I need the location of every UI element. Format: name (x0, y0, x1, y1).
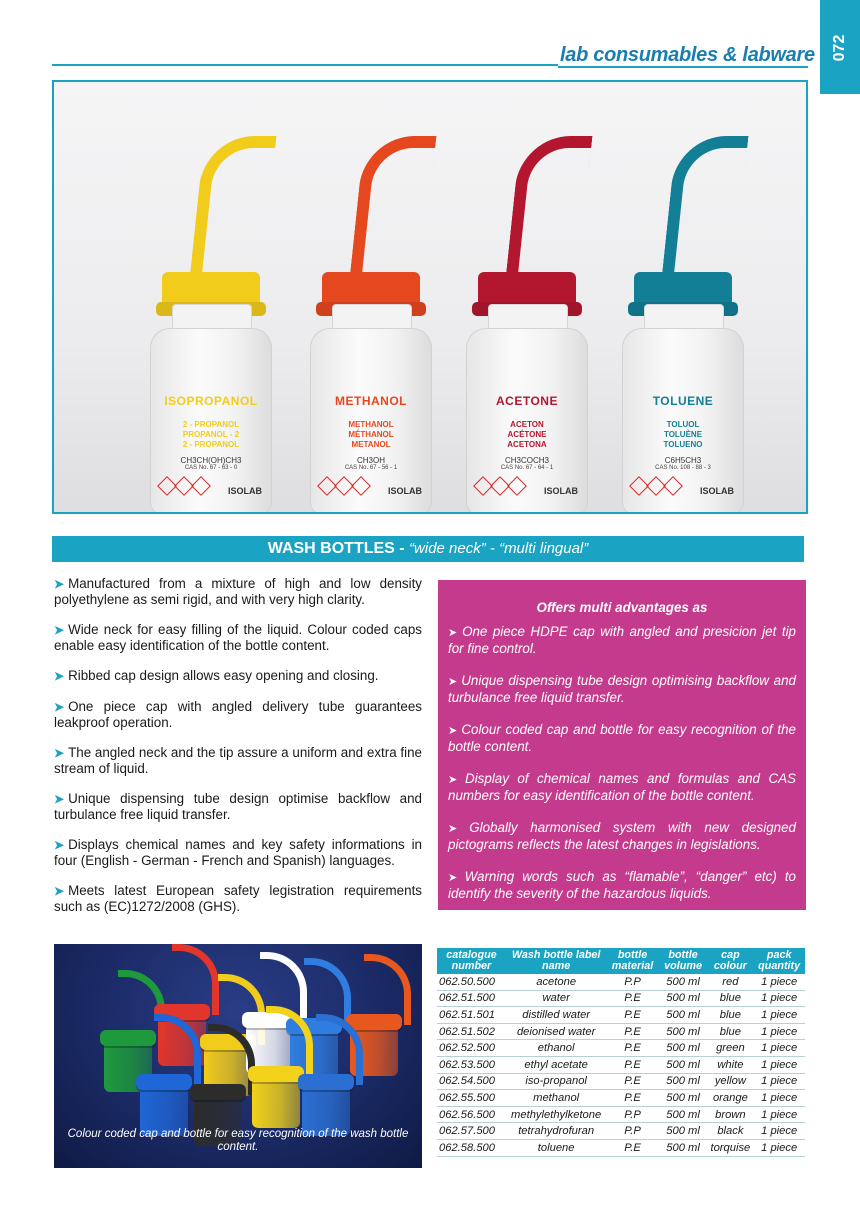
table-cell: P.E (606, 1023, 658, 1040)
brand-logo: ISOLAB (699, 486, 734, 496)
section-title: lab consumables & labware (560, 44, 815, 66)
table-cell: 1 piece (753, 1056, 805, 1073)
advantages-box (438, 580, 806, 910)
feature-text: Meets latest European safety legistration requirements such as (EC)1272/2008 (GHS). (54, 883, 422, 914)
table-cell: 1 piece (753, 1040, 805, 1057)
table-cell: P.E (606, 1090, 658, 1107)
bullet-arrow-icon: ➤ (54, 669, 65, 683)
table-cell: 1 piece (753, 1007, 805, 1024)
table-cell: blue (707, 1007, 753, 1024)
photo-caption: Colour coded cap and bottle for easy recognition of the wash bottle content. (67, 1128, 409, 1153)
table-cell: P.E (606, 1056, 658, 1073)
translation-line: ACÉTONE (507, 430, 547, 439)
table-cell: torquise (707, 1139, 753, 1156)
table-cell: ethanol (506, 1040, 606, 1057)
translation-line: 2 - PROPANOL (182, 440, 240, 449)
advantage-text: Unique dispensing tube design optimising backflow and turbulance free liquid transfer. (448, 672, 796, 705)
table-row (437, 1090, 805, 1107)
table-row (437, 1139, 805, 1156)
feature-item (54, 745, 422, 776)
cas-number: CAS No. 108 - 88 - 3 (655, 465, 711, 471)
feature-item (54, 883, 422, 914)
table-cell: 500 ml (659, 1106, 708, 1123)
table-cell: P.P (606, 1106, 658, 1123)
bullet-arrow-icon: ➤ (448, 724, 462, 737)
feature-item (54, 837, 422, 868)
table-cell: blue (707, 990, 753, 1007)
advantage-item (448, 771, 796, 804)
chemical-translations (156, 420, 266, 450)
table-cell: 062.53.500 (437, 1056, 506, 1073)
advantage-item (448, 722, 796, 755)
table-cell: 500 ml (659, 974, 708, 990)
table-cell: 500 ml (659, 1139, 708, 1156)
page-number-tab (820, 0, 860, 94)
product-title: WASH BOTTLES - (267, 540, 410, 557)
table-row (437, 1040, 805, 1057)
chemical-translations (316, 420, 426, 450)
page-number: 072 (831, 34, 848, 62)
chemical-formula: CH3CH(OH)CH3 (180, 456, 242, 465)
table-cell: 500 ml (659, 990, 708, 1007)
hazard-diamond-icon (351, 476, 371, 496)
table-cell: 062.57.500 (437, 1123, 506, 1140)
colour-caps-photo (54, 944, 422, 1168)
table-cell: toluene (506, 1139, 606, 1156)
table-cell: water (506, 990, 606, 1007)
bullet-arrow-icon: ➤ (54, 623, 65, 637)
wash-bottle (466, 246, 588, 506)
chemical-formula: CH3COCH3 (504, 456, 549, 465)
table-cell: 062.51.502 (437, 1023, 506, 1040)
table-cell: 1 piece (753, 1123, 805, 1140)
table-cell: P.E (606, 1007, 658, 1024)
chemical-name: ISOPROPANOL (164, 394, 258, 408)
translation-line: METANOL (351, 440, 391, 449)
table-cell: 500 ml (659, 1023, 708, 1040)
feature-text: Manufactured from a mixture of high and low density polyethylene as semi rigid, and with very high clarity. (54, 576, 422, 607)
table-cell: P.P (606, 1123, 658, 1140)
table-cell: 1 piece (753, 1139, 805, 1156)
translation-line: ACETON (510, 420, 544, 429)
table-header-cell: Wash bottle label name (506, 948, 606, 974)
advantage-text: Globally harmonised system with new designed pictograms reflects the latest changes in legislations. (448, 819, 796, 852)
table-header-cell: bottle material (606, 948, 658, 974)
bottle-label (156, 394, 266, 496)
advantage-item (448, 869, 796, 902)
table-cell: acetone (506, 974, 606, 990)
mini-bottle-cap (190, 1084, 246, 1100)
feature-text: Ribbed cap design allows easy opening and closing. (68, 668, 379, 683)
feature-item (54, 791, 422, 822)
table-cell: 500 ml (659, 1056, 708, 1073)
table-cell: 500 ml (659, 1123, 708, 1140)
table-cell: P.E (606, 990, 658, 1007)
table-cell: P.E (606, 1040, 658, 1057)
bullet-arrow-icon: ➤ (448, 626, 463, 639)
chemical-translations (472, 420, 582, 450)
table-header-cell: cap colour (707, 948, 753, 974)
chemical-formula: CH3OH (356, 456, 385, 465)
table-cell: 062.51.501 (437, 1007, 506, 1024)
brand-logo: ISOLAB (543, 486, 578, 496)
catalogue-table (437, 948, 805, 1157)
feature-item (54, 622, 422, 653)
feature-text: Wide neck for easy filling of the liquid. Colour coded caps enable easy identification of the bottle content. (54, 622, 422, 653)
advantage-item (448, 673, 796, 706)
table-row (437, 1123, 805, 1140)
chemical-name: METHANOL (335, 394, 407, 408)
chemical-translations (628, 420, 738, 450)
bullet-arrow-icon: ➤ (54, 746, 65, 760)
table-cell: 062.56.500 (437, 1106, 506, 1123)
table-cell: 1 piece (753, 1090, 805, 1107)
cas-number: CAS No. 67 - 63 - 0 (184, 465, 238, 471)
table-header-cell: bottle volume (659, 948, 708, 974)
cas-number: CAS No. 67 - 56 - 1 (344, 465, 398, 471)
chemical-name: ACETONE (496, 394, 558, 408)
mini-bottle-cap (248, 1066, 304, 1082)
table-cell: P.E (606, 1073, 658, 1090)
feature-text: The angled neck and the tip assure a uniform and extra fine stream of liquid. (54, 745, 422, 776)
table-cell: 1 piece (753, 1073, 805, 1090)
table-header-row (437, 948, 805, 974)
bullet-arrow-icon: ➤ (54, 792, 65, 806)
table-cell: methanol (506, 1090, 606, 1107)
feature-item (54, 699, 422, 730)
translation-line: TOLUÈNE (663, 430, 703, 439)
translation-line: TOLUENO (663, 440, 703, 449)
table-cell: 500 ml (659, 1073, 708, 1090)
mini-bottle-cap (298, 1074, 354, 1090)
table-cell: white (707, 1056, 753, 1073)
brand-logo: ISOLAB (387, 486, 422, 496)
table-header-cell: catalogue number (437, 948, 506, 974)
advantages-heading: Offers multi advantages as (536, 600, 708, 615)
hazard-diamond-icon (191, 476, 211, 496)
translation-line: PROPANOL - 2 (182, 430, 240, 439)
table-cell: yellow (707, 1073, 753, 1090)
header-rule (52, 64, 558, 66)
bottle-label (472, 394, 582, 496)
table-cell: deionised water (506, 1023, 606, 1040)
hazard-diamond-icon (663, 476, 683, 496)
translation-line: MÉTHANOL (348, 430, 394, 439)
hero-photo (52, 80, 808, 514)
table-cell: 1 piece (753, 990, 805, 1007)
table-cell: black (707, 1123, 753, 1140)
table-row (437, 990, 805, 1007)
table-cell: tetrahydrofuran (506, 1123, 606, 1140)
cas-number: CAS No. 67 - 64 - 1 (500, 465, 554, 471)
translation-line: METHANOL (348, 420, 394, 429)
advantage-text: Display of chemical names and formulas and CAS numbers for easy identification of the bottle content. (448, 770, 796, 803)
bullet-arrow-icon: ➤ (54, 577, 65, 591)
table-cell: P.P (606, 974, 658, 990)
product-title-bar (52, 536, 804, 562)
table-cell: 500 ml (659, 1090, 708, 1107)
table-cell: orange (707, 1090, 753, 1107)
feature-text: Displays chemical names and key safety informations in four (English - German - French and Spanish) languages. (54, 837, 422, 868)
table-row (437, 1023, 805, 1040)
bullet-arrow-icon: ➤ (54, 838, 65, 852)
table-cell: green (707, 1040, 753, 1057)
bullet-arrow-icon: ➤ (448, 773, 466, 786)
table-cell: 500 ml (659, 1007, 708, 1024)
mini-bottle-cap (136, 1074, 192, 1090)
wash-bottle (310, 246, 432, 506)
table-cell: 062.52.500 (437, 1040, 506, 1057)
table-cell: distilled water (506, 1007, 606, 1024)
bullet-arrow-icon: ➤ (448, 822, 470, 835)
bottle-label (628, 394, 738, 496)
chemical-name: TOLUENE (652, 394, 714, 408)
table-cell: red (707, 974, 753, 990)
advantage-text: Colour coded cap and bottle for easy recognition of the bottle content. (448, 721, 796, 754)
bullet-arrow-icon: ➤ (54, 884, 65, 898)
table-cell: 062.50.500 (437, 974, 506, 990)
table-row (437, 1007, 805, 1024)
table-cell: 500 ml (659, 1040, 708, 1057)
bottle-label (316, 394, 426, 496)
table-cell: 062.54.500 (437, 1073, 506, 1090)
table-cell: 062.55.500 (437, 1090, 506, 1107)
wash-bottle (622, 246, 744, 506)
table-cell: 1 piece (753, 1106, 805, 1123)
table-cell: brown (707, 1106, 753, 1123)
wash-bottle (150, 246, 272, 506)
bullet-arrow-icon: ➤ (448, 871, 465, 884)
advantage-item (448, 624, 796, 657)
hazard-diamond-icon (507, 476, 527, 496)
table-cell: P.E (606, 1139, 658, 1156)
table-cell: ethyl acetate (506, 1056, 606, 1073)
mini-bottle-cap (100, 1030, 156, 1046)
table-row (437, 1073, 805, 1090)
chemical-formula: C6H5CH3 (664, 456, 702, 465)
advantage-text: Warning words such as “flamable”, “danger” etc) to identify the severity of the hazardous liquids. (448, 868, 796, 901)
translation-line: TOLUOL (666, 420, 700, 429)
table-cell: blue (707, 1023, 753, 1040)
feature-item (54, 668, 422, 684)
table-cell: 062.51.500 (437, 990, 506, 1007)
feature-text: Unique dispensing tube design optimise backflow and turbulance free liquid transfer. (54, 791, 422, 822)
table-cell: 1 piece (753, 1023, 805, 1040)
table-cell: 1 piece (753, 974, 805, 990)
mini-bottle-cap (346, 1014, 402, 1030)
product-subtitle: “wide neck” - “multi lingual” (409, 540, 589, 557)
table-cell: 062.58.500 (437, 1139, 506, 1156)
table-cell: methylethylketone (506, 1106, 606, 1123)
translation-line: 2 - PROPANOL (182, 420, 240, 429)
translation-line: ACETONA (507, 440, 547, 449)
table-row (437, 1056, 805, 1073)
bullet-arrow-icon: ➤ (54, 700, 65, 714)
advantage-item (448, 820, 796, 853)
bullet-arrow-icon: ➤ (448, 675, 462, 688)
table-row (437, 974, 805, 990)
table-row (437, 1106, 805, 1123)
table-header-cell: pack quantity (753, 948, 805, 974)
advantage-text: One piece HDPE cap with angled and presicion jet tip for fine control. (448, 623, 796, 656)
features-list (54, 576, 422, 929)
feature-item (54, 576, 422, 607)
table-cell: iso-propanol (506, 1073, 606, 1090)
feature-text: One piece cap with angled delivery tube guarantees leakproof operation. (54, 699, 422, 730)
mini-bottle (252, 1076, 300, 1128)
brand-logo: ISOLAB (227, 486, 262, 496)
